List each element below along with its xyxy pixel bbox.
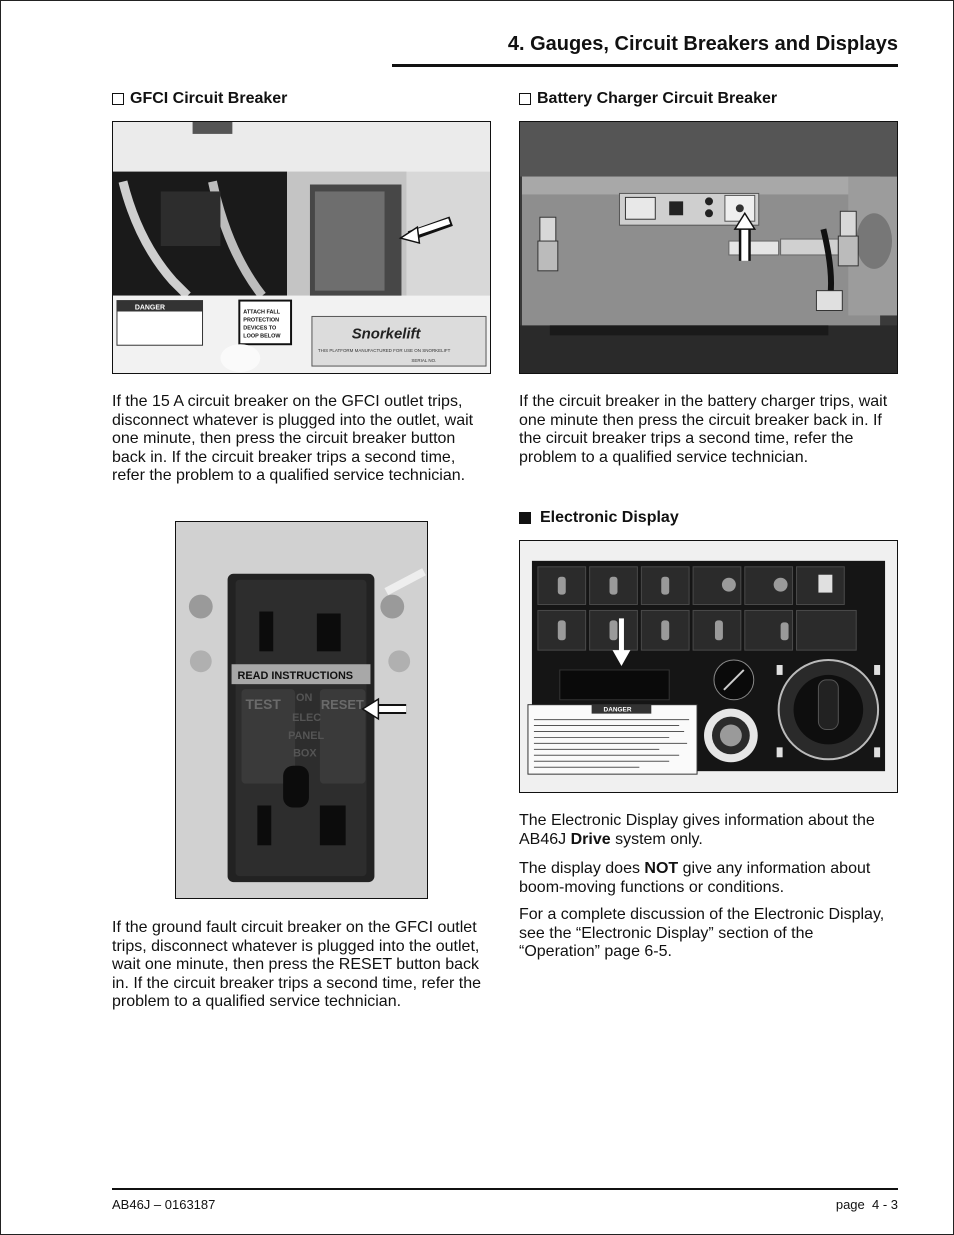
- gfci-photo-attach-label: ATTACH FALL PROTECTION DEVICES TO LOOP BELOW: [243, 309, 281, 340]
- display-p1-after: system only.: [610, 830, 703, 848]
- battery-heading-text: Battery Charger Circuit Breaker: [537, 90, 778, 107]
- checkbox-bullet-icon: [112, 93, 124, 105]
- gfci-outlet-photo: [175, 521, 428, 899]
- display-p2-bold: NOT: [644, 860, 679, 877]
- display-p1-bold: Drive: [570, 830, 611, 848]
- outlet-photo-read: READ INSTRUCTIONS: [237, 670, 354, 683]
- gfci-photo-brand: Snorkelift: [351, 326, 421, 343]
- electronic-display-photo: [519, 540, 898, 793]
- battery-charger-photo: [519, 121, 898, 374]
- display-p2-after: give any information about boom-moving functions or conditions.: [519, 860, 871, 896]
- outlet-photo-reset: RESET: [320, 696, 364, 713]
- gfci-photo-platform-note: THIS PLATFORM MANUFACTURED FOR USE ON SNORKELIFT: [317, 348, 451, 354]
- page-title: 4. Gauges, Circuit Breakers and Displays: [507, 33, 898, 55]
- outlet-photo-on-elec: ON ELEC PANEL BOX: [288, 692, 325, 760]
- outlet-photo-test: TEST: [245, 695, 281, 713]
- footer-page-number: page 4 - 3: [835, 1197, 898, 1212]
- ground-fault-paragraph: If the ground fault circuit breaker on the GFCI outlet trips, disconnect whatever is plugged into the outlet, wait one minute, then press the RESET button back in. If the circuit breaker trips a second time, refer the problem to a qualified service technician.: [112, 919, 482, 1011]
- title-rule: [392, 64, 898, 67]
- display-p2-before: The display does: [519, 860, 645, 877]
- display-heading-text: Electronic Display: [540, 509, 679, 526]
- gfci-photo-serial: SERIAL NO.: [411, 358, 437, 364]
- display-paragraph-3: For a complete discussion of the Electronic Display, see the “Electronic Display” section of the “Operation” page 6-5.: [519, 906, 885, 961]
- display-heading: [519, 509, 679, 527]
- gfci-breaker-photo: [112, 121, 491, 374]
- battery-paragraph: If the circuit breaker in the battery charger trips, wait one minute then press the circuit breaker back in. If the circuit breaker trips a second time, refer the problem to a qualified service technician.: [519, 393, 888, 466]
- checkbox-bullet-icon: [519, 93, 531, 105]
- display-p1-before: The Electronic Display gives information about the AB46J: [519, 812, 875, 848]
- footer-rule: [112, 1188, 898, 1190]
- gfci-photo-danger: DANGER: [134, 304, 166, 312]
- gfci-heading-text: GFCI Circuit Breaker: [130, 90, 288, 107]
- battery-heading: [519, 90, 777, 108]
- footer-doc-number: AB46J – 0163187: [112, 1197, 216, 1212]
- display-paragraph-1: [519, 812, 897, 849]
- display-photo-danger: DANGER: [603, 706, 632, 714]
- gfci-heading: [112, 90, 287, 108]
- gfci-paragraph: If the 15 A circuit breaker on the GFCI outlet trips, disconnect whatever is plugged into the outlet, wait one minute, then press the circuit breaker button back in. If the circuit breaker trips a second time, refer the problem to a qualified service technician.: [112, 393, 474, 485]
- square-bullet-icon: [519, 512, 531, 524]
- display-paragraph-2: [519, 860, 897, 897]
